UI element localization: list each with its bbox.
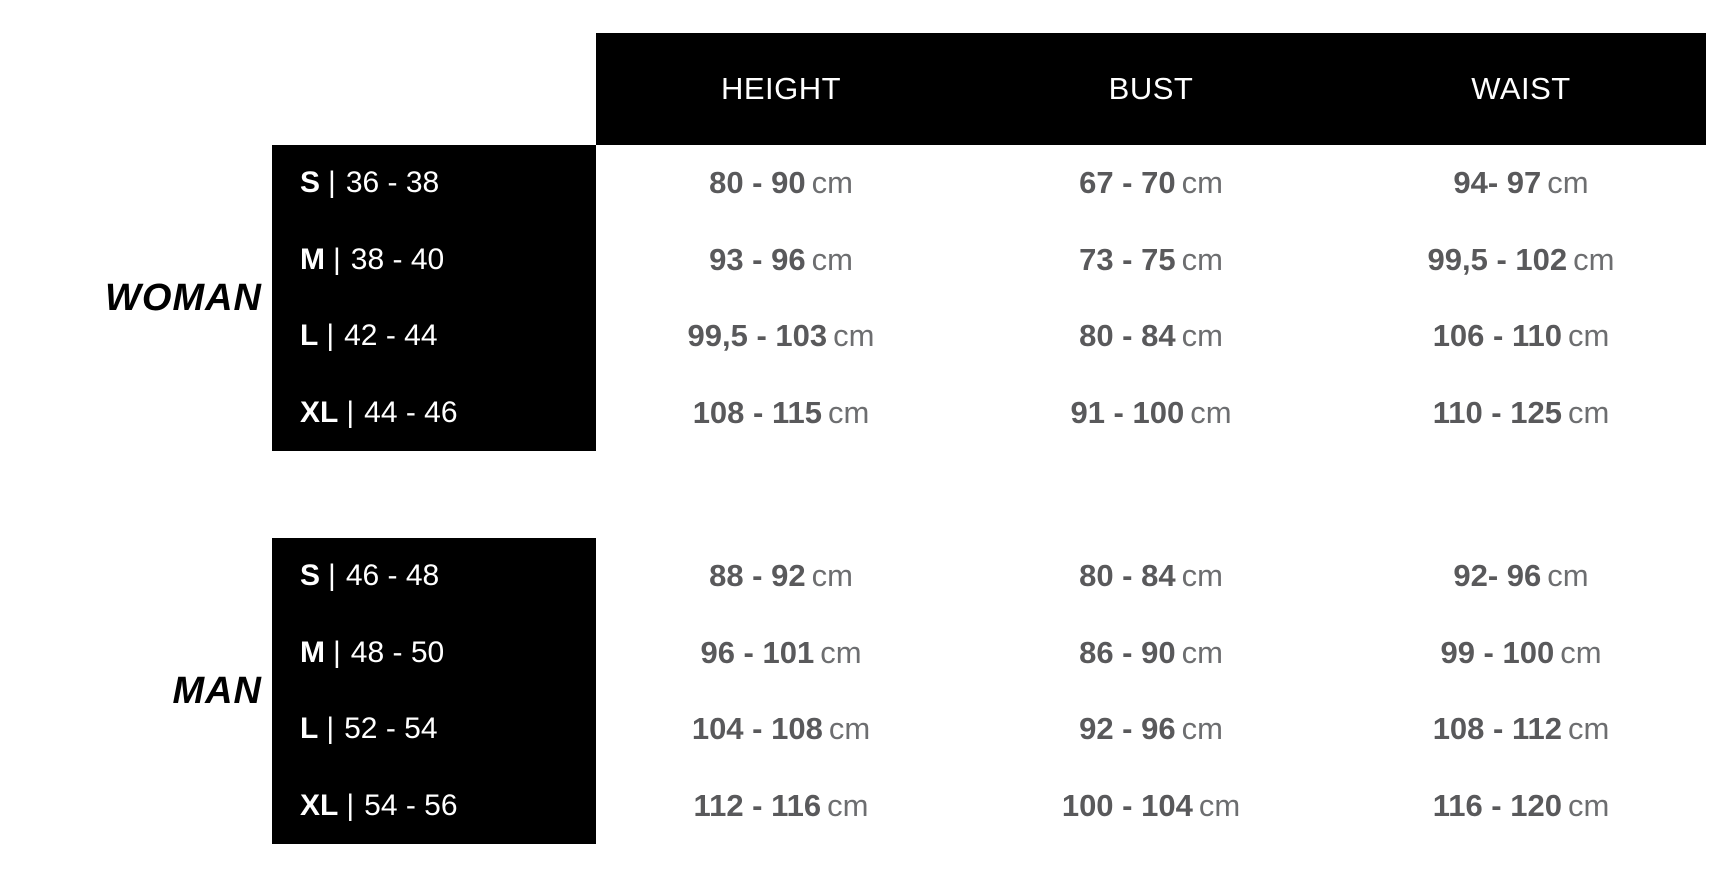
size-range: 48 - 50 [350, 635, 445, 669]
unit: cm [1181, 241, 1223, 277]
cell-waist [1336, 165, 1706, 201]
value: 99,5 - 103 [687, 318, 828, 354]
value: 104 - 108 [691, 711, 823, 747]
group-label-man: MAN [172, 669, 262, 712]
cell-waist [1336, 395, 1706, 431]
unit: cm [827, 394, 870, 430]
value: 99,5 - 102 [1427, 241, 1568, 277]
size-divider: | [346, 395, 355, 429]
value: 92 - 96 [1079, 711, 1176, 747]
value: 67 - 70 [1079, 165, 1176, 201]
size-divider: | [346, 788, 355, 822]
unit: cm [1567, 711, 1610, 747]
unit: cm [1560, 634, 1602, 670]
cell-bust [966, 318, 1336, 354]
cell-waist [1336, 788, 1706, 824]
cell-bust [966, 165, 1336, 201]
table-row [272, 145, 596, 222]
value: 73 - 75 [1079, 241, 1176, 277]
cell-waist [1336, 242, 1706, 278]
unit: cm [1181, 558, 1223, 594]
cell-bust [966, 395, 1336, 431]
size-divider: | [333, 635, 341, 669]
table-row [272, 691, 596, 768]
cell-waist [1336, 635, 1706, 671]
size-divider: | [333, 242, 341, 276]
cell-height [596, 635, 966, 671]
size-column-woman [272, 145, 596, 451]
unit: cm [1567, 394, 1610, 430]
table-row [272, 375, 596, 452]
size-code: S [300, 166, 321, 200]
unit: cm [1567, 787, 1610, 823]
unit: cm [811, 241, 853, 277]
value: 108 - 115 [692, 394, 822, 430]
unit: cm [828, 711, 871, 747]
size-divider: | [326, 712, 335, 746]
value: 116 - 120 [1432, 787, 1562, 823]
value: 93 - 96 [709, 241, 806, 277]
group-label-woman: WOMAN [105, 276, 262, 319]
size-range: 46 - 48 [345, 559, 440, 593]
size-range: 38 - 40 [350, 242, 445, 276]
size-range: 44 - 46 [364, 395, 458, 429]
table-row [596, 768, 1706, 845]
size-range: 36 - 38 [345, 166, 440, 200]
cell-waist [1336, 318, 1706, 354]
unit: cm [1181, 318, 1223, 354]
cell-height [596, 558, 966, 594]
column-header-bust: BUST [1108, 71, 1194, 106]
unit: cm [1181, 165, 1223, 201]
table-row [596, 145, 1706, 222]
value: 99 - 100 [1440, 634, 1555, 670]
value: 96 - 101 [700, 634, 815, 670]
cell-bust [966, 788, 1336, 824]
size-column-man [272, 538, 596, 844]
unit: cm [1198, 787, 1241, 823]
value: 108 - 112 [1432, 711, 1562, 747]
size-range: 54 - 56 [364, 788, 458, 822]
value: 112 - 116 [693, 787, 822, 823]
unit: cm [1567, 318, 1610, 354]
value: 88 - 92 [709, 558, 806, 594]
unit: cm [1181, 711, 1223, 747]
unit: cm [811, 165, 853, 201]
unit: cm [811, 558, 853, 594]
unit: cm [1547, 165, 1589, 201]
size-code: XL [300, 788, 339, 822]
unit: cm [833, 318, 875, 354]
size-code: M [300, 635, 325, 669]
column-header-waist: WAIST [1471, 71, 1571, 106]
value: 86 - 90 [1079, 634, 1176, 670]
size-divider: | [328, 559, 336, 593]
table-row [272, 768, 596, 845]
cell-height [596, 711, 966, 747]
table-row [596, 691, 1706, 768]
size-code: S [300, 559, 321, 593]
unit: cm [827, 787, 869, 823]
size-divider: | [328, 166, 336, 200]
cell-waist [1336, 558, 1706, 594]
value: 106 - 110 [1432, 318, 1562, 354]
unit: cm [1547, 558, 1589, 594]
cell-bust [966, 558, 1336, 594]
cell-height [596, 242, 966, 278]
size-code: XL [300, 395, 339, 429]
size-divider: | [326, 319, 335, 353]
cell-height [596, 318, 966, 354]
measure-grid-man [596, 538, 1706, 844]
unit: cm [1181, 634, 1223, 670]
cell-height [596, 165, 966, 201]
size-range: 52 - 54 [344, 712, 438, 746]
table-header-band [596, 33, 1706, 145]
table-row [272, 615, 596, 692]
table-row [272, 298, 596, 375]
value: 110 - 125 [1432, 394, 1562, 430]
unit: cm [1573, 241, 1615, 277]
value: 91 - 100 [1070, 394, 1185, 430]
unit: cm [820, 634, 862, 670]
size-range: 42 - 44 [344, 319, 438, 353]
table-row [596, 375, 1706, 452]
size-code: L [300, 712, 319, 746]
table-row [596, 615, 1706, 692]
value: 80 - 90 [709, 165, 806, 201]
cell-waist [1336, 711, 1706, 747]
column-header-height: HEIGHT [720, 71, 842, 106]
unit: cm [1190, 394, 1232, 430]
value: 80 - 84 [1079, 558, 1176, 594]
table-row [596, 538, 1706, 615]
size-code: L [300, 319, 319, 353]
table-row [596, 222, 1706, 299]
cell-bust [966, 711, 1336, 747]
cell-bust [966, 635, 1336, 671]
value: 94- 97 [1453, 165, 1542, 201]
table-row [272, 538, 596, 615]
measure-grid-woman [596, 145, 1706, 451]
cell-height [596, 395, 966, 431]
value: 100 - 104 [1061, 787, 1193, 823]
size-code: M [300, 242, 325, 276]
cell-height [596, 788, 966, 824]
table-row [596, 298, 1706, 375]
value: 92- 96 [1453, 558, 1542, 594]
cell-bust [966, 242, 1336, 278]
table-row [272, 222, 596, 299]
value: 80 - 84 [1079, 318, 1176, 354]
